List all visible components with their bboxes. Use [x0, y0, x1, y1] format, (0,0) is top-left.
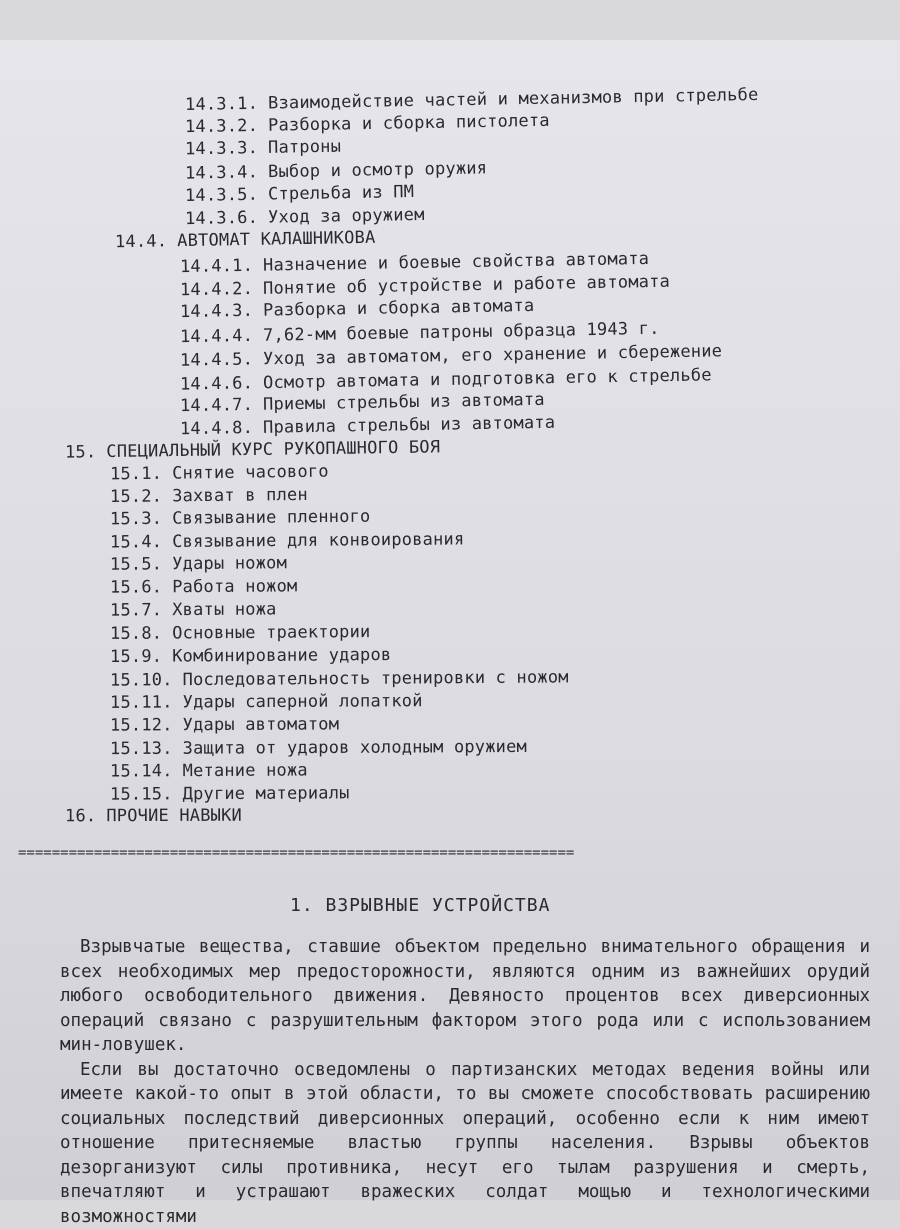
toc-item-15-11 [110, 691, 423, 713]
toc-item-15-1 [110, 462, 329, 485]
toc-item-14-3-3 [185, 137, 341, 160]
toc-item-number: 15. [65, 442, 97, 462]
toc-item-number: 14.3.4. [185, 162, 258, 183]
toc-item-number: 14.4.5. [180, 349, 253, 370]
toc-item-number: 14.4.4. [180, 326, 253, 347]
toc-item-text: Приемы стрельбы из автомата [263, 390, 545, 415]
toc-item-number: 14.3.3. [185, 138, 258, 159]
toc-item-number: 15.7. [110, 600, 162, 620]
toc-item-number: 14.4.8. [180, 418, 253, 439]
toc-item-number: 14.3.1. [185, 94, 258, 115]
toc-item-15-14 [110, 760, 308, 781]
toc-item-text: Удары ножом [172, 553, 287, 574]
separator-line: ================================================================== [18, 845, 860, 861]
toc-item-15-12 [110, 714, 339, 735]
toc-item-15-4 [110, 529, 465, 552]
toc-item-text: Разборка и сборка автомата [263, 296, 535, 321]
toc-item-number: 16. [65, 806, 96, 826]
toc-item-text: Защита от ударов холодным оружием [183, 737, 527, 759]
toc-item-number: 14.4.2. [180, 279, 253, 300]
toc-item-text: Патроны [268, 137, 341, 158]
toc-item-number: 15.6. [110, 577, 162, 597]
toc-item-15-8 [110, 622, 371, 644]
toc-item-15 [65, 437, 440, 462]
toc-item-text: Связывание для конвоирования [172, 529, 464, 552]
toc-item-text: Уход за оружием [268, 205, 425, 228]
toc-item-number: 14.3.2. [185, 116, 258, 137]
toc-item-number: 14.4.7. [180, 395, 253, 416]
toc-item-text: Удары автоматом [183, 714, 340, 735]
toc-item-number: 14.4.1. [180, 256, 253, 277]
document-page [0, 40, 900, 1200]
section-body [60, 935, 870, 1229]
toc-item-14-4-7 [180, 390, 545, 416]
toc-item-number: 14.3.6. [185, 208, 258, 229]
toc-item-number: 15.2. [110, 486, 162, 507]
toc-item-text: Метание ножа [183, 760, 308, 781]
toc-item-15-15 [110, 783, 350, 804]
toc-item-15-7 [110, 599, 277, 620]
toc-item-text: Разборка и сборка пистолета [268, 111, 550, 136]
toc-item-14-4 [115, 228, 376, 253]
toc-item-text: Назначение и боевые свойства автомата [263, 249, 649, 276]
toc-item-text: Правила стрельбы из автомата [263, 413, 555, 438]
toc-item-text: Взаимодействие частей и механизмов при стрельбе [268, 85, 759, 114]
toc-item-15-2 [110, 485, 308, 507]
paragraph-1: Взрывчатые вещества, ставшие объектом предельно внимательного обращения и всех необходимых мер предосторожности, являются одним из важнейших орудий любого освободительного движения. Девяносто процентов всех диверсионных операций связано с разрушительным фактором этого рода или с использованием мин-ловушек. [60, 935, 870, 1058]
toc-item-15-5 [110, 553, 287, 575]
toc-item-number: 15.5. [110, 554, 162, 574]
toc-item-number: 15.15. [110, 784, 173, 804]
toc-item-14-3-5 [185, 182, 414, 206]
toc-item-text: Связывание пленного [172, 507, 370, 529]
toc-item-text: Выбор и осмотр оружия [268, 158, 487, 182]
toc-item-number: 15.9. [110, 647, 162, 667]
toc-item-15-13 [110, 737, 527, 759]
toc-item-text: Захват в плен [172, 485, 308, 506]
toc-item-text: 7,62-мм боевые патроны образца 1943 г. [263, 319, 660, 346]
toc-item-number: 15.12. [110, 715, 173, 735]
toc-item-15-10 [110, 667, 569, 690]
toc-item-text: Удары саперной лопаткой [183, 691, 423, 712]
toc-item-text: Осмотр автомата и подготовка его к стрельбе [263, 365, 712, 393]
toc-item-text: Стрельба из ПМ [268, 182, 414, 205]
toc-item-number: 15.11. [110, 692, 173, 712]
toc-item-number: 15.3. [110, 509, 162, 530]
toc-item-text: Другие материалы [183, 783, 350, 804]
toc-item-14-4-3 [180, 296, 535, 322]
toc-item-text: Комбинирование ударов [172, 645, 391, 667]
toc-item-number: 15.1. [110, 464, 162, 485]
toc-item-15-9 [110, 645, 391, 667]
toc-item-14-4-2 [180, 272, 670, 301]
toc-item-text: Хваты ножа [172, 599, 276, 620]
toc-item-14-3-1 [185, 85, 759, 115]
toc-item-text: СПЕЦИАЛЬНЫЙ КУРС РУКОПАШНОГО БОЯ [106, 437, 440, 462]
toc-item-text: ПРОЧИЕ НАВЫКИ [106, 806, 242, 826]
toc-item-number: 14.4.6. [180, 373, 253, 394]
toc-item-text: Уход за автоматом, его хранение и сбережение [263, 341, 722, 369]
toc-item-number: 14.4. [115, 231, 168, 252]
toc-item-15-6 [110, 576, 298, 597]
toc-item-16 [65, 806, 242, 827]
toc-item-14-3-4 [185, 158, 487, 183]
toc-item-14-3-2 [185, 111, 550, 137]
toc-item-text: Работа ножом [172, 576, 297, 597]
toc-item-text: Основные траектории [172, 622, 370, 643]
toc-item-number: 15.8. [110, 624, 162, 644]
toc-item-14-4-8 [180, 413, 556, 440]
toc-item-15-3 [110, 507, 371, 530]
toc-item-14-3-6 [185, 205, 425, 229]
toc-item-number: 15.14. [110, 761, 173, 781]
toc-item-text: Понятие об устройстве и работе автомата [263, 272, 670, 299]
toc-item-number: 15.10. [110, 670, 173, 690]
toc-item-14-4-6 [180, 365, 712, 394]
toc-item-text: Последовательность тренировки с ножом [183, 667, 569, 690]
toc-item-number: 14.4.3. [180, 301, 253, 322]
paragraph-2: Если вы достаточно осведомлены о партизанских методах ведения войны или имеете какой-то опыт в этой области, то вы сможете способствовать расширению социальных последствий диверсионных операций, особенно если к ним имеют отношение притесняемые властью группы населения. Взрывы объектов дезорганизуют силы противника, несут его тылам разрушения и смерть, впечатляют и устрашают вражеских солдат мощью и технологическими возможностями [60, 1058, 870, 1229]
toc-item-text: АВТОМАТ КАЛАШНИКОВА [177, 228, 376, 251]
toc-item-text: Снятие часового [172, 462, 329, 484]
section-title: 1. ВЗРЫВНЫЕ УСТРОЙСТВА [290, 895, 550, 916]
toc-item-number: 15.4. [110, 532, 162, 552]
toc-item-number: 15.13. [110, 739, 173, 759]
toc-item-number: 14.3.5. [185, 185, 258, 206]
